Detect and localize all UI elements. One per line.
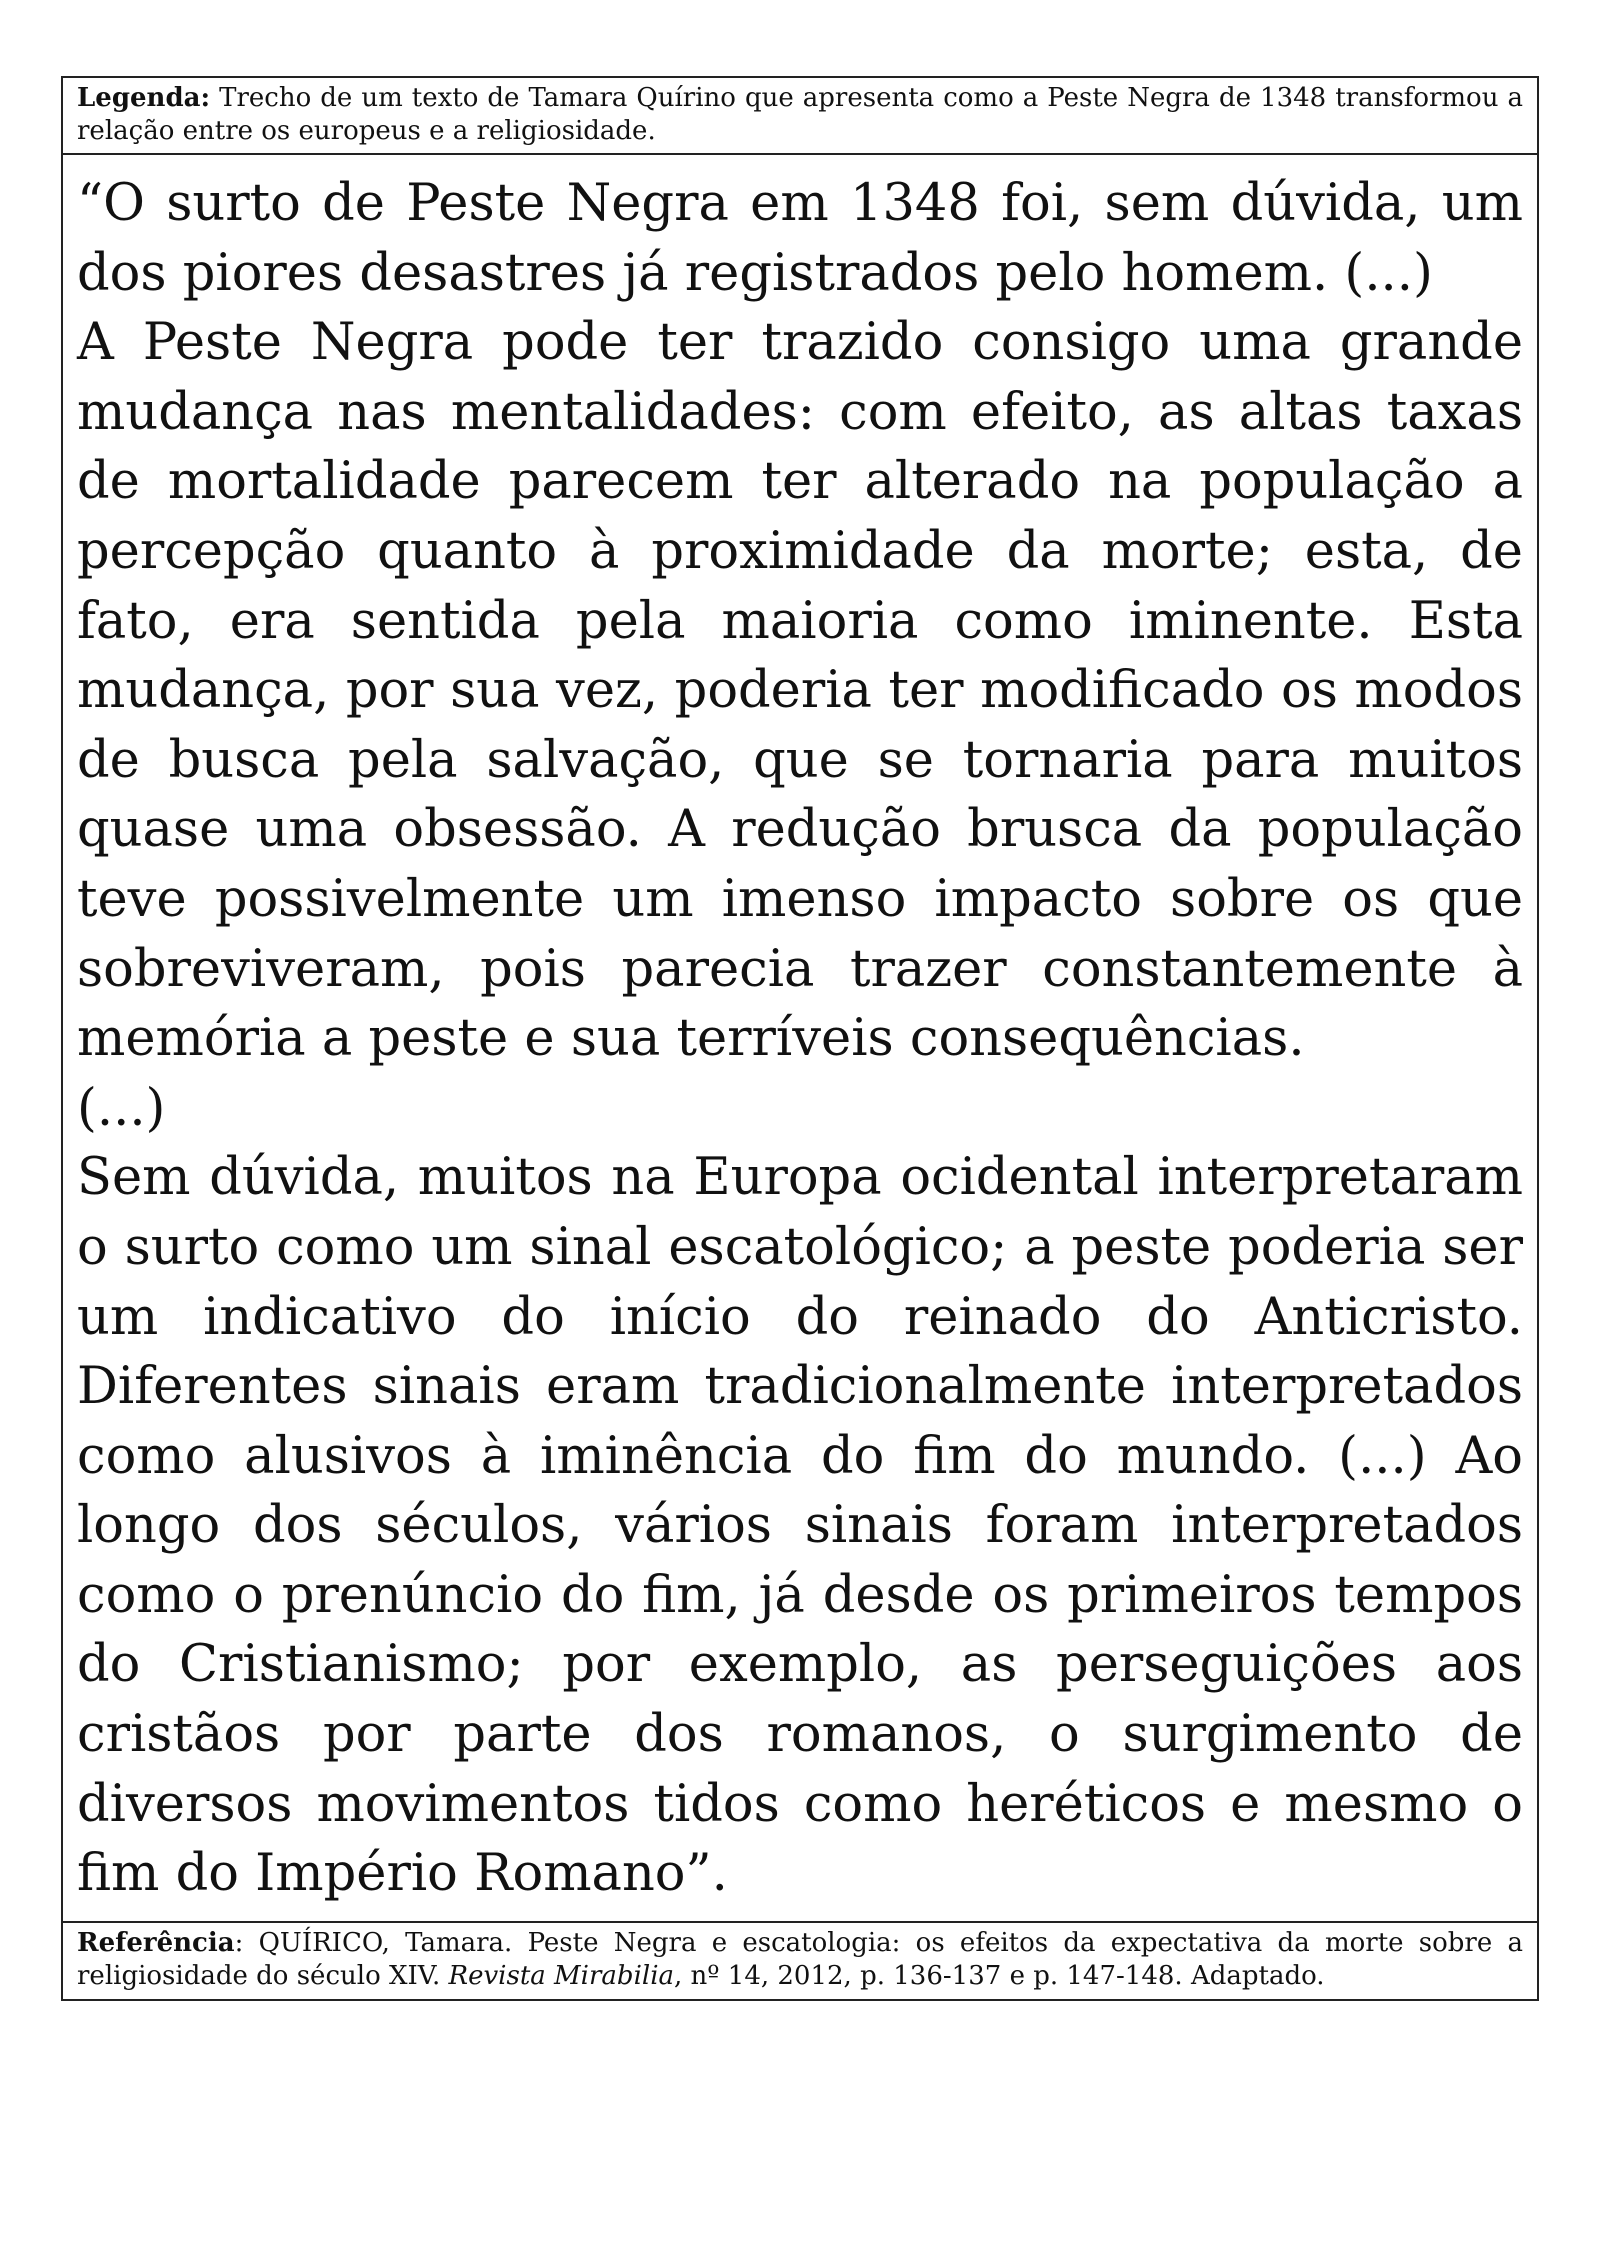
quote-paragraph: A Peste Negra pode ter trazido consigo uma grande mudança nas mentalidades: com efeito, as altas taxas de mortalidade parecem ter alterado na população a percepção quanto à proximidade da morte; esta, de fato, era sentida pela maioria como iminente. Esta mudança, por sua vez, poderia ter modificado os modos de busca pela salvação, que se tornaria para muitos quase uma obsessão. A redução brusca da população teve possivelmente um imenso impacto sobre os que sobreviveram, pois parecia trazer constantemente à memória a peste e sua terríveis consequências.	[77, 313, 1523, 1069]
quote-box	[63, 155, 1537, 1923]
reference-journal: Revista Mirabilia	[448, 1960, 675, 1991]
legend-box	[63, 78, 1537, 155]
reference-label: Referência	[77, 1927, 235, 1958]
quote-paragraph: (...)	[77, 1078, 166, 1138]
reference-text-before: : QUÍRICO, Tamara. Peste Negra e escatologia: os efeitos da expectativa da morte sobre a religiosidade do século XIV.	[77, 1927, 1523, 1991]
reference-box	[63, 1923, 1537, 1999]
quote-paragraph: Sem dúvida, muitos na Europa ocidental interpretaram o surto como um sinal escatológico; a peste poderia ser um indicativo do início do reinado do Anticristo. Diferentes sinais eram tradicionalmente interpretados como alusivos à iminência do fim do mundo. (...) Ao longo dos séculos, vários sinais foram interpretados como o prenúncio do fim, já desde os primeiros tempos do Cristianismo; por exemplo, as perseguições aos cristãos por parte dos romanos, o surgimento de diversos movimentos tidos como heréticos e mesmo o fim do Império Romano”.	[77, 1148, 1523, 1904]
legend-text: Trecho de um texto de Tamara Quírino que apresenta como a Peste Negra de 1348 transformou a relação entre os europeus e a religiosidade.	[77, 83, 1523, 146]
quote-paragraph: “O surto de Peste Negra em 1348 foi, sem dúvida, um dos piores desastres já registrados pelo homem. (...)	[77, 174, 1523, 303]
reference-text-after: , nº 14, 2012, p. 136-137 e p. 147-148. Adaptado.	[674, 1960, 1325, 1991]
legend-label: Legenda:	[77, 83, 211, 113]
text-frame	[61, 76, 1539, 2001]
